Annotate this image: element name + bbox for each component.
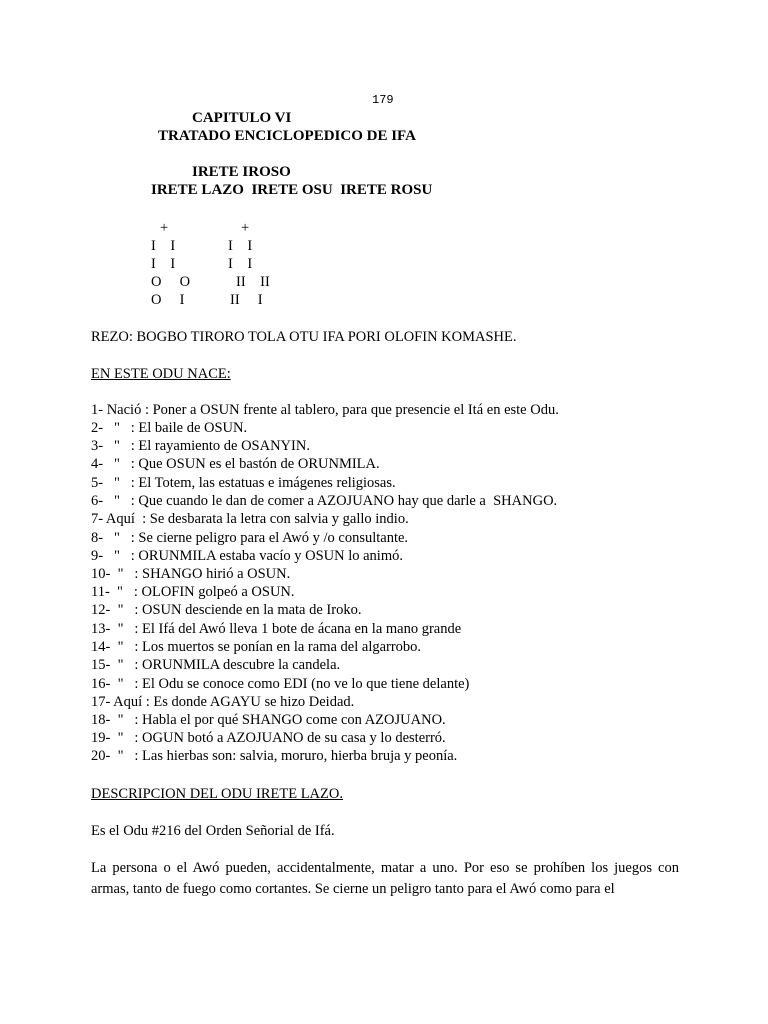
- signature-right-row-1: I I: [228, 238, 253, 254]
- list-item: 5- " : El Totem, las estatuas e imágenes religiosas.: [91, 475, 396, 491]
- list-item: 1- Nació : Poner a OSUN frente al tablero, para que presencie el Itá en este Odu.: [91, 402, 559, 418]
- list-item: 12- " : OSUN desciende en la mata de Iroko.: [91, 602, 362, 618]
- nace-heading: EN ESTE ODU NACE:: [91, 366, 231, 382]
- list-item: 8- " : Se cierne peligro para el Awó y /o consultante.: [91, 530, 409, 546]
- list-item: 3- " : El rayamiento de OSANYIN.: [91, 438, 310, 454]
- signature-left-plus: +: [160, 220, 169, 236]
- page-number: 179: [372, 93, 394, 107]
- signature-left-row-4: O I: [151, 292, 185, 308]
- signature-right-plus: +: [241, 220, 250, 236]
- chapter-title: CAPITULO VI: [192, 110, 292, 126]
- signature-left-row-1: I I: [151, 238, 176, 254]
- list-item: 20- " : Las hierbas son: salvia, moruro, hierba bruja y peonía.: [91, 748, 458, 764]
- odu-aliases: IRETE LAZO IRETE OSU IRETE ROSU: [151, 182, 433, 198]
- orden-text: Es el Odu #216 del Orden Señorial de Ifá.: [91, 823, 335, 839]
- list-item: 4- " : Que OSUN es el bastón de ORUNMILA.: [91, 456, 380, 472]
- descripcion-heading: DESCRIPCION DEL ODU IRETE LAZO.: [91, 786, 343, 802]
- signature-left-row-2: I I: [151, 256, 176, 272]
- list-item: 14- " : Los muertos se ponían en la rama del algarrobo.: [91, 639, 422, 655]
- odu-name: IRETE IROSO: [192, 164, 291, 180]
- list-item: 17- Aquí : Es donde AGAYU se hizo Deidad.: [91, 694, 355, 710]
- description-paragraph: La persona o el Awó pueden, accidentalmente, matar a uno. Por eso se prohíben los juegos con armas, tanto de fuego como cortantes. Se cierne un peligro tanto para el Awó como para el: [91, 860, 679, 897]
- rezo-line: REZO: BOGBO TIRORO TOLA OTU IFA PORI OLOFIN KOMASHE.: [91, 329, 517, 345]
- signature-right-row-2: I I: [228, 256, 253, 272]
- list-item: 19- " : OGUN botó a AZOJUANO de su casa y lo desterró.: [91, 730, 446, 746]
- list-item: 11- " : OLOFIN golpeó a OSUN.: [91, 584, 295, 600]
- list-item: 18- " : Habla el por qué SHANGO come con AZOJUANO.: [91, 712, 446, 728]
- list-item: 16- " : El Odu se conoce como EDI (no ve lo que tiene delante): [91, 676, 470, 692]
- list-item: 9- " : ORUNMILA estaba vacío y OSUN lo animó.: [91, 548, 403, 564]
- list-item: 7- Aquí : Se desbarata la letra con salvia y gallo indio.: [91, 511, 409, 527]
- signature-left-row-3: O O: [151, 274, 191, 290]
- signature-right-row-4: II I: [230, 292, 263, 308]
- list-item: 13- " : El Ifá del Awó lleva 1 bote de ácana en la mano grande: [91, 621, 462, 637]
- list-item: 10- " : SHANGO hirió a OSUN.: [91, 566, 291, 582]
- list-item: 15- " : ORUNMILA descubre la candela.: [91, 657, 341, 673]
- signature-right-row-3: II II: [236, 274, 270, 290]
- list-item: 2- " : El baile de OSUN.: [91, 420, 248, 436]
- treatise-title: TRATADO ENCICLOPEDICO DE IFA: [158, 128, 416, 144]
- list-item: 6- " : Que cuando le dan de comer a AZOJUANO hay que darle a SHANGO.: [91, 493, 558, 509]
